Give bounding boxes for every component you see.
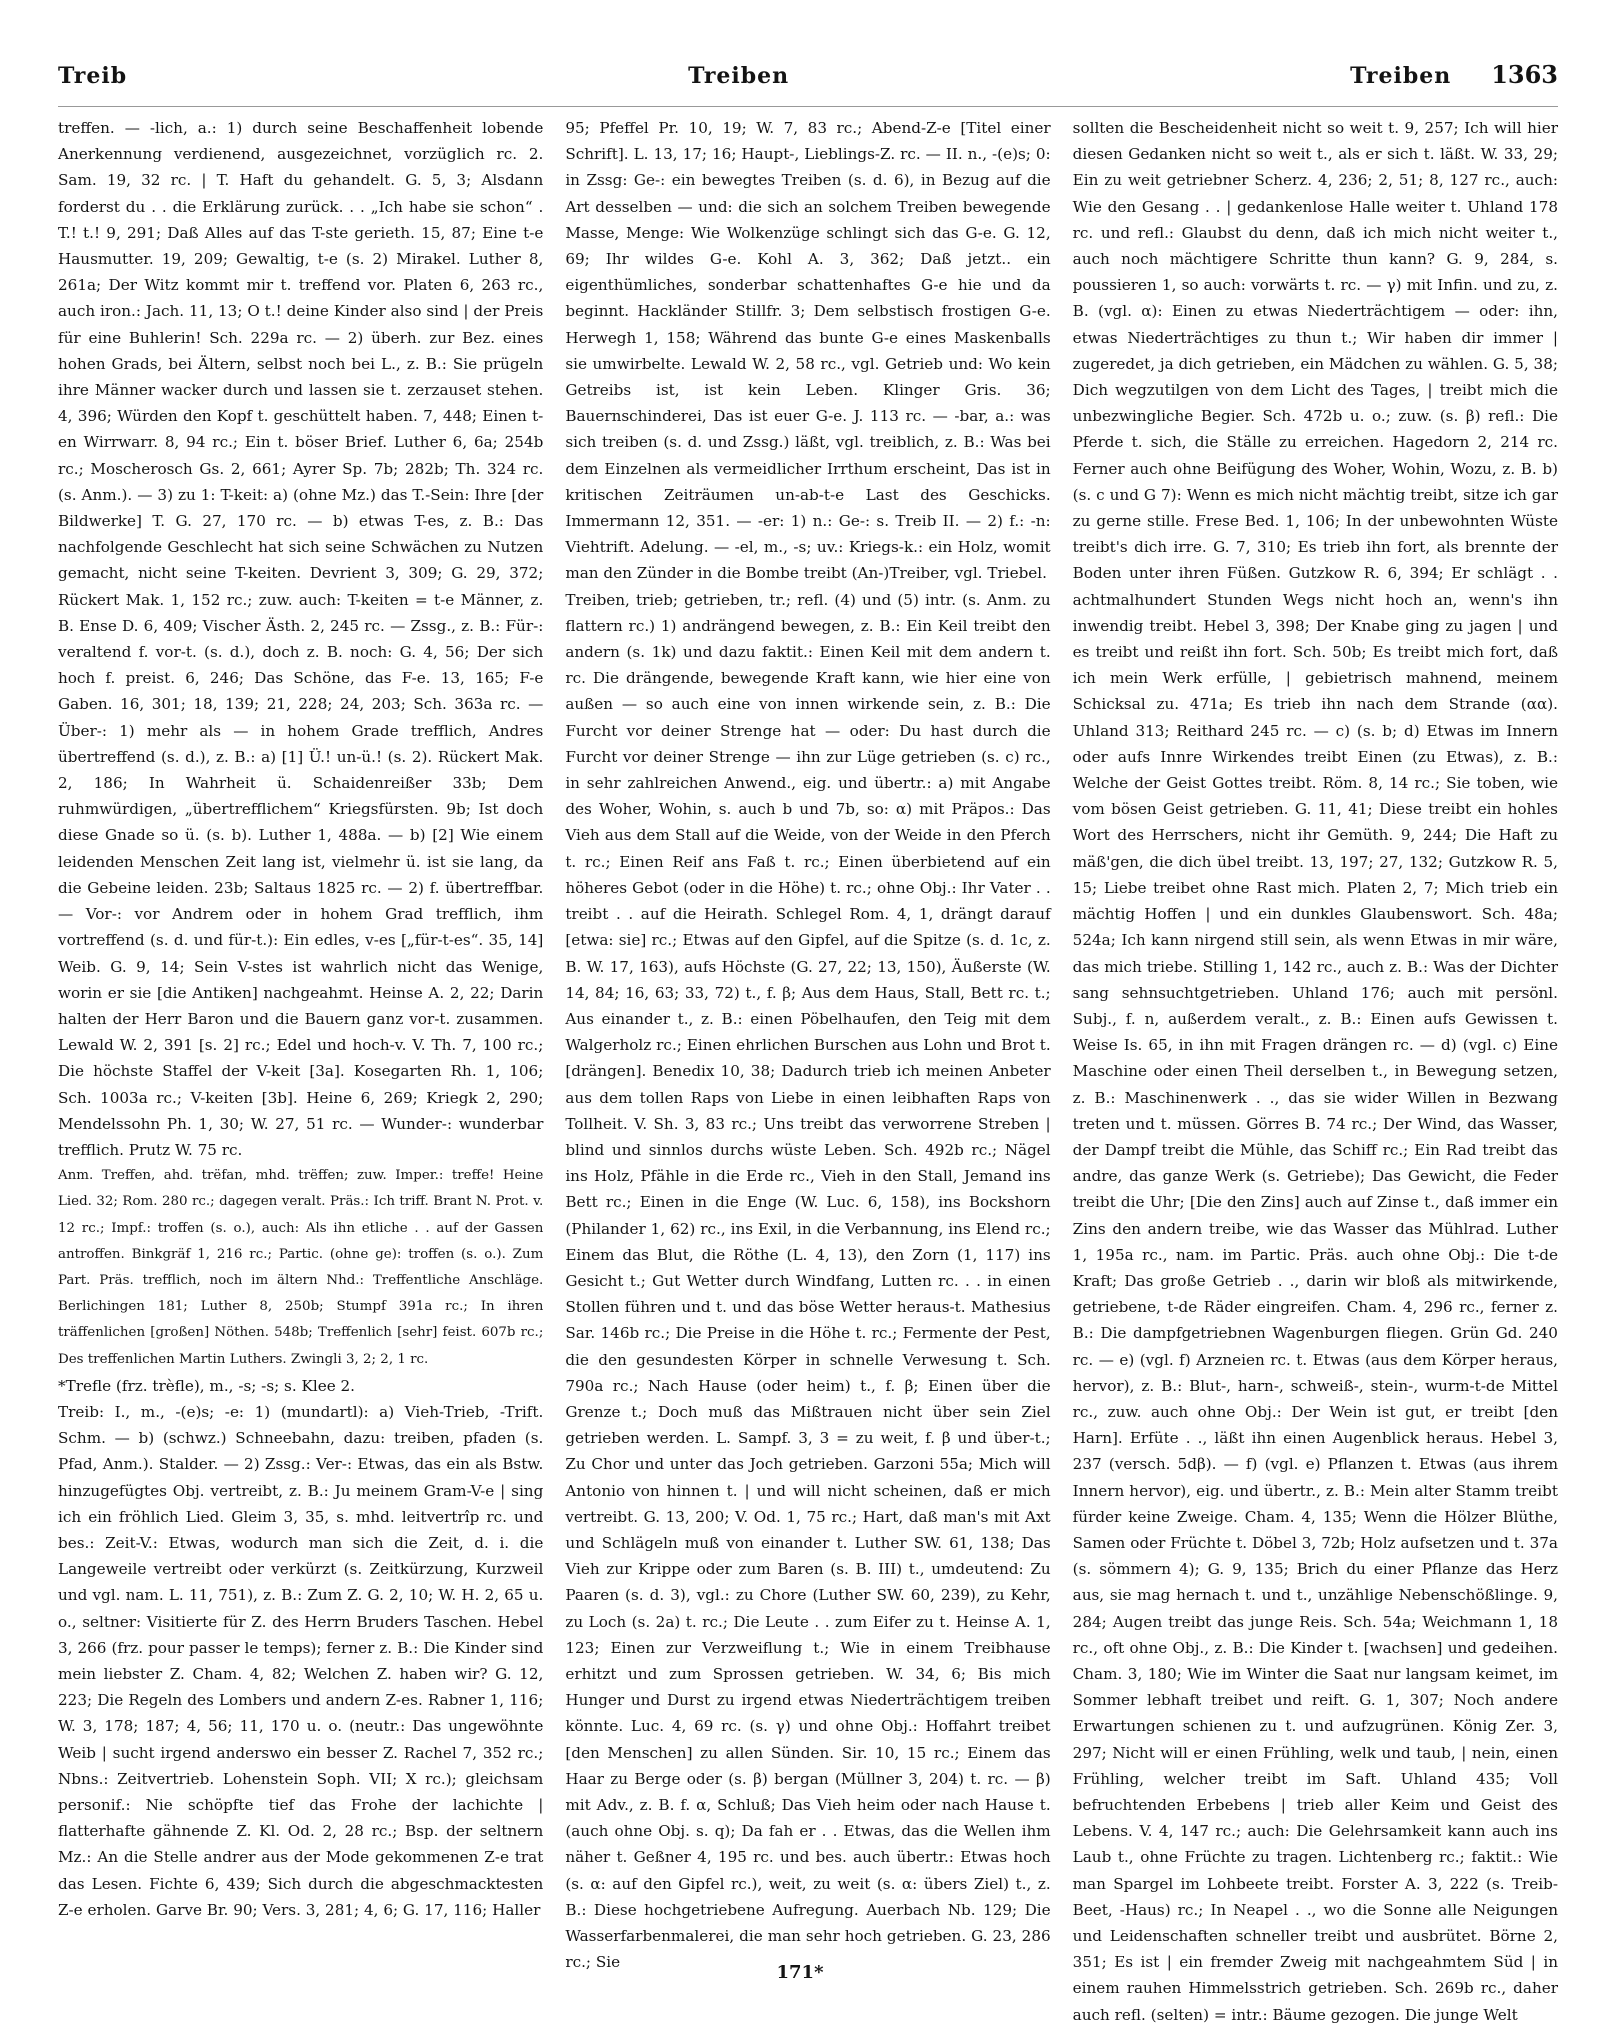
paragraph: sollten die Bescheidenheit nicht so weit t. 9, 257; Ich will hier diesen Gedanken nicht so weit t., als er sich t. läßt. W. 33, 29; Ein zu weit getriebner Scherz. 4, 236; 2, 51; 8, 127 rc., auch: Wie den Gesang . . | gedankenlose Halle weiter t. Uhland 178 rc. und refl.: Glaubst du denn, daß ich mich nicht weiter t., auch noch mächtigere Schritte thun kann? G. 9, 284, s. poussieren 1, so auch: vorwärts t. rc. — γ) mit Infin. und zu, z. B. (vgl. α): Einen zu etwas Niederträchtigem — oder: ihn, etwas Niederträchtiges zu thun t.; Wir haben dir immer | zugeredet, ja dich getrieben, ein Mädchen zu wählen. G. 5, 38; Dich wegzutilgen von dem Licht des Tages, | treibt mich die unbezwingliche Begier. Sch. 472b u. o.; zuw. (s. β) refl.: Die Pferde t. sich, die Ställe zu erreichen. Hagedorn 2, 214 rc. Ferner auch ohne Beifügung des Woher, Wohin, Wozu, z. B. b) (s. c und G 7): Wenn es mich nicht mächtig treibt, sitze ich gar zu gerne stille. Frese Bed. 1, 106; In der unbewohnten Wüste treibt's dich irre. G. 7, 310; Es trieb ihn fort, als brennte der Boden unter ihren Füßen. Gutzkow R. 6, 394; Er schlägt . . achtmalhundert Stunden Wegs nicht hoch an, wenn's ihn inwendig treibt. Hebel 3, 398; Der Knabe ging zu jagen | und es treibt und reißt ihn fort. Sch. 50b; Es treibt mich fort, daß ich mein Werk erfülle, | gebietrisch mahnend, meinem Schicksal zu. 471a; Es trieb ihn nach dem Strande (αα). Uhland 313; Reithard 245 rc. — c) (s. b; d) Etwas im Innern oder aufs Innre Wirkendes treibt Einen (zu Etwas), z. B.: Welche der Geist Gottes treibt. Röm. 8, 14 rc.; Sie toben, wie vom bösen Geist getrieben. G. 11, 41; Diese treibt ein hohles Wort des Herrschers, nicht ihr Gemüth. 9, 244; Die Haft zu mäß'gen, die dich übel treibt. 13, 197; 27, 132; Gutzkow R. 5, 15; Liebe treibet ohne Rast mich. Platen 2, 7; Mich trieb ein mächtig Hoffen | und ein dunkles Glaubenswort. Sch. 48a; 524a; Ich kann nirgend still sein, als wenn Etwas in mir wäre, das mich triebe. Stilling 1, 142 rc., auch z. B.: Was der Dichter sang sehnsuchtgetrieben. Uhland 176; auch mit persönl. Subj., f. n, außerdem veralt., z. B.: Einen aufs Gewissen t. Weise Is. 65, in ihn mit Fragen drängen rc. — d) (vgl. c) Eine Maschine oder einen Theil derselben t., in Bewegung setzen, z. B.: Maschinenwerk . ., das sie wider Willen in Bezwang treten und t. müssen. Görres B. 74 rc.; Der Wind, das Wasser, der Dampf treibt die Mühle, das Schiff rc.; Ein Rad treibt das andre, das ganze Werk (s. Getriebe); Das Gewicht, die Feder treibt die Uhr; [Die den Zins] auch auf Zinse t., daß immer ein Zins den andern treibe, wie das Wasser das Mühlrad. Luther 1, 195a rc., nam. im Partic. Präs. auch ohne Obj.: Die t-de Kraft; Das große Getrieb . ., darin wir bloß als mitwirkende, getriebene, t-de Räder eingreifen. Cham. 4, 296 rc., ferner z. B.: Die dampfgetriebnen Wagenburgen fliegen. Grün Gd. 240 rc. — e) (vgl. f) Arzneien rc. t. Etwas (aus dem Körper heraus, hervor), z. B.: Blut-, harn-, schweiß-, stein-, wurm-t-de Mittel rc., zuw. auch ohne Obj.: Der Wein ist gut, er treibt [den Harn]. Erfüte . ., läßt ihn einen Augenblick heraus. Hebel 3, 237 (versch. 5dβ). — f) (vgl. e) Pflanzen t. Etwas (aus ihrem Innern hervor), eig. und übertr., z. B.: Mein alter Stamm treibt fürder keine Zweige. Cham. 4, 135; Wenn die Hölzer Blüthe, Samen oder Früchte t. Döbel 3, 72b; Holz aufsetzen und t. 37a (s. sömmern 4); G. 9, 135; Brich du einer Pflanze das Herz aus, sie mag hernach t. und t., unzählige Nebenschößlinge. 9, 284; Augen treibt das junge Reis. Sch. 54a; Weichmann 1, 18 rc., oft ohne Obj., z. B.: Die Kinder t. [wachsen] und gedeihen. Cham. 3, 180; Wie im Winter die Saat nur langsam keimet, im Sommer lebhaft treibet und reift. G. 1, 307; Noch andere Erwartungen schienen zu t. und aufzugrünen. König Zer. 3, 297; Nicht will er einen Frühling, welk und taub, | nein, einen Frühling, welcher treibt im Saft. Uhland 435; Voll befruchtenden Erbebens | trieb aller Keim und Geist des Lebens. V. 4, 147 rc.; auch: Die Gelehrsamkeit kann auch ins Laub t., ohne Früchte zu tragen. Lichtenberg rc.; faktit.: Wie man Spargel im Lohbeete treibt. Forster A. 3, 222 (s. Treib-Beet, -Haus) rc.; In Neapel . ., wo die Sonne alle Neigungen und Leidenschaften schneller treibt und ausbrütet. Börne 2, 351; Es ist | ein fremder Zweig mit nachgeahmtem Süd | in einem rauhen Himmelsstrich getrieben. Sch. 269b rc., daher auch refl. (selten) = intr.: Bäume gezogen. Die junge Welt: [1072, 119, 1558, 2024]
paragraph: Treib: I., m., -(e)s; -e: 1) (mundartl): a) Vieh-Trieb, -Trift. Schm. — b) (schwz.) Schneebahn, dazu: treiben, pfaden (s. Pfad, Anm.). Stalder. — 2) Zssg.: Ver-: Etwas, das ein als Bstw. hinzugefügtes Obj. vertreibt, z. B.: Ju meinem Gram-V-e | sing ich ein fröhlich Lied. Gleim 3, 35, s. mhd. leitvertrîp rc. und bes.: Zeit-V.: Etwas, wodurch man sich die Zeit, d. i. die Langeweile vertreibt oder verkürzt (s. Zeitkürzung, Kurzweil und vgl. nam. L. 11, 751), z. B.: Zum Z. G. 2, 10; W. H. 2, 65 u. o., seltner: Visitierte für Z. des Herrn Bruders Taschen. Hebel 3, 266 (frz. pour passer le temps); ferner z. B.: Die Kinder sind mein liebster Z. Cham. 4, 82; Welchen Z. haben wir? G. 12, 223; Die Regeln des Lombers und andern Z-es. Rabner 1, 116; W. 3, 178; 187; 4, 56; 11, 170 u. o. (neutr.: Das ungewöhnte Weib | sucht irgend anderswo ein besser Z. Rachel 7, 352 rc.; Nbns.: Zeitvertrieb. Lohenstein Soph. VII; X rc.); gleichsam personif.: Nie schöpfte tief das Frohe der lachichte | flatterhafte gähnende Z. Kl. Od. 2, 28 rc.; Bsp. der seltnern Mz.: An die Stelle andrer aus der Mode gekommenen Z-e trat das Lesen. Fichte 6, 439; Sich durch die abgeschmacktesten Z-e erholen. Garve Br. 90; Vers. 3, 281; 4, 6; G. 17, 116; Haller: [58, 1402, 544, 1919]
column-middle: [565, 115, 1051, 1972]
column-right: [1072, 115, 1558, 2024]
header-right-group: [1350, 60, 1558, 89]
paragraph: *Trefle (frz. trèfle), m., -s; -s; s. Klee 2.: [58, 1376, 356, 1395]
sheet-signature: 171*: [776, 1962, 824, 1983]
paragraph: Treiben, trieb; getrieben, tr.; refl. (4) und (5) intr. (s. Anm. zu flattern rc.) 1) andrängend bewegen, z. B.: Ein Keil treibt den andern (s. 1k) und dazu faktit.: Einen Keil mit dem andern t. rc. Die drängende, bewegende Kraft kann, wie hier eine von außen — so auch eine von innen wirkende sein, z. B.: Die Furcht vor deiner Strenge hat — oder: Du hast durch die Furcht vor deiner Strenge — ihn zur Lüge getrieben (s. c) rc., in sehr zahlreichen Anwend., eig. und übertr.: a) mit Angabe des Woher, Wohin, s. auch b und 7b, so: α) mit Präpos.: Das Vieh aus dem Stall auf die Weide, von der Weide in den Pferch t. rc.; Einen Reif ans Faß t. rc.; Einen überbietend auf ein höheres Gebot (oder in die Höhe) t. rc.; ohne Obj.: Ihr Vater . . treibt . . auf die Heirath. Schlegel Rom. 4, 1, drängt darauf [etwa: sie] rc.; Etwas auf den Gipfel, auf die Spitze (s. d. 1c, z. B. W. 17, 163), aufs Höchste (G. 27, 22; 13, 150), Äußerste (W. 14, 84; 16, 63; 33, 72) t., f. β; Aus dem Haus, Stall, Bett rc. t.; Aus einander t., z. B.: einen Pöbelhaufen, den Teig mit dem Walgerholz rc.; Einen ehrlichen Burschen aus Lohn und Brot t. [drängen]. Benedix 10, 38; Dadurch trieb ich meinen Anbeter aus dem tollen Raps von Liebe in einen leibhaften Raps von Tollheit. V. Sh. 3, 83 rc.; Uns treibt das verworrene Streben | blind und sinnlos durchs wüste Leben. Sch. 492b rc.; Nägel ins Holz, Pfähle in die Erde rc., Vieh in den Stall, Jemand ins Bett rc.; Einen in die Enge (W. Luc. 6, 158), ins Bockshorn (Philander 1, 62) rc., ins Exil, in die Verbannung, ins Elend rc.; Einem das Blut, die Röthe (L. 4, 13), den Zorn (1, 117) ins Gesicht t.; Gut Wetter durch Windfang, Lutten rc. . . in einen Stollen führen und t. und das böse Wetter heraus-t. Mathesius Sar. 146b rc.; Die Preise in die Höhe t. rc.; Fermente der Pest, die den gesundesten Körper in schnelle Verwesung t. Sch. 790a rc.; Nach Hause (oder heim) t., f. β; Einen über die Grenze t.; Doch muß das Mißtrauen nicht über sein Ziel getrieben werden. L. Sampf. 3, 3 = zu weit, f. β und über-t.; Zu Chor und unter das Joch getrieben. Garzoni 55a; Mich will Antonio von hinnen t. | und will nicht scheinen, daß er mich vertreibt. G. 13, 200; V. Od. 1, 75 rc.; Hart, daß man's mit Axt und Schlägeln muß von einander t. Luther SW. 61, 138; Das Vieh zur Krippe oder zum Baren (s. B. III) t., umdeutend: Zu Paaren (s. d. 3), vgl.: zu Chore (Luther SW. 60, 239), zu Kehr, zu Loch (s. 2a) t. rc.; Die Leute . . zum Eifer zu t. Heinse A. 1, 123; Einen zur Verzweiflung t.; Wie in einem Treibhause erhitzt und zum Sprossen getrieben. W. 34, 6; Bis mich Hunger und Durst zu irgend etwas Niederträchtigem treiben könnte. Luc. 4, 69 rc. (s. γ) und ohne Obj.: Hoffahrt treibet [den Menschen] zu allen Sünden. Sir. 10, 15 rc.; Einem das Haar zu Berge oder (s. β) bergan (Müllner 3, 204) t. rc. — β) mit Adv., z. B. f. α, Schluß; Das Vieh heim oder nach Hause t. (auch ohne Obj. s. q); Da fah er . . Etwas, das die Wellen ihm näher t. Geßner 4, 195 rc. und bes. auch übertr.: Etwas hoch (s. α: auf den Gipfel rc.), weit, zu weit (s. α: übers Ziel) t., z. B.: Diese hochgetriebene Aufregung. Auerbach Nb. 129; Die Wasserfarbenmalerei, die man sehr hoch getrieben. G. 23, 286 rc.; Sie: [565, 590, 1051, 1972]
paragraph: 95; Pfeffel Pr. 10, 19; W. 7, 83 rc.; Abend-Z-e [Titel einer Schrift]. L. 13, 17; 16; Haupt-, Lieblings-Z. rc. — II. n., -(e)s; 0: in Zssg: Ge-: ein bewegtes Treiben (s. d. 6), in Bezug auf die Art desselben — und: die sich an solchem Treiben bewegende Masse, Menge: Wie Wolkenzüge schlingt sich das G-e. G. 12, 69; Ihr wildes G-e. Kohl A. 3, 362; Daß jetzt.. ein eigenthümliches, sonderbar schattenhaftes G-e hie und da beginnt. Hackländer Stillfr. 3; Dem selbstisch frostigen G-e. Herwegh 1, 158; Während das bunte G-e eines Maskenballs sie umwirbelte. Lewald W. 2, 58 rc., vgl. Getrieb und: Wo kein Getreibs ist, ist kein Leben. Klinger Gris. 36; Bauernschinderei, Das ist euer G-e. J. 113 rc. — -bar, a.: was sich treiben (s. d. und Zssg.) läßt, vgl. treiblich, z. B.: Was bei dem Einzelnen als vermeidlicher Irrthum erscheint, Das ist in kritischen Zeiträumen un-ab-t-e Last des Geschicks. Immermann 12, 351. — -er: 1) n.: Ge-: s. Treib II. — 2) f.: -n: Viehtrift. Adelung. — -el, m., -s; uv.: Kriegs-k.: ein Holz, womit man den Zünder in die Bombe treibt (An-)Treiber, vgl. Triebel.: [565, 119, 1051, 583]
paragraph: treffen. — -lich, a.: 1) durch seine Beschaffenheit lobende Anerkennung verdienend, ausgezeichnet, vorzüglich rc. 2. Sam. 19, 32 rc. | T. Haft du gehandelt. G. 5, 3; Alsdann forderst du . . die Erklärung zurück. . . „Ich habe sie schon“ . T.! t.! 9, 291; Daß Alles auf das T-ste gerieth. 15, 87; Eine t-e Hausmutter. 19, 209; Gewaltig, t-e (s. 2) Mirakel. Luther 8, 261a; Der Witz kommt mir t. treffend vor. Platen 6, 263 rc., auch iron.: Jach. 11, 13; O t.! deine Kinder also sind | der Preis für eine Buhlerin! Sch. 229a rc. — 2) überh. zur Bez. eines hohen Grads, bei Ältern, selbst noch bei L., z. B.: Sie prügeln ihre Männer wacker durch und lassen sie t. zerzauset stehen. 4, 396; Würden den Kopf t. geschüttelt haben. 7, 448; Einen t-en Wirrwarr. 8, 94 rc.; Ein t. böser Brief. Luther 6, 6a; 254b rc.; Moscherosch Gs. 2, 661; Ayrer Sp. 7b; 282b; Th. 324 rc. (s. Anm.). — 3) zu 1: T-keit: a) (ohne Mz.) das T.-Sein: Ihre [der Bildwerke] T. G. 27, 170 rc. — b) etwas T-es, z. B.: Das nachfolgende Geschlecht hat sich seine Schwächen zu Nutzen gemacht, nicht seine T-keiten. Devrient 3, 309; G. 29, 372; Rückert Mak. 1, 152 rc.; zuw. auch: T-keiten = t-e Männer, z. B. Ense D. 6, 409; Vischer Ästh. 2, 245 rc. — Zssg., z. B.: Für-: veraltend f. vor-t. (s. d.), doch z. B. noch: G. 4, 56; Der sich hoch f. preist. 6, 246; Das Schöne, das F-e. 13, 165; F-e Gaben. 16, 301; 18, 139; 21, 228; 24, 203; Sch. 363a rc. — Über-: 1) mehr als — in hohem Grade trefflich, Andres übertreffend (s. d.), z. B.: a) [1] Ü.! un-ü.! (s. 2). Rückert Mak. 2, 186; In Wahrheit ü. Schaidenreißer 33b; Dem ruhmwürdigen, „übertrefflichem“ Kriegsfürsten. 9b; Ist doch diese Gnade so ü. (s. b). Luther 1, 488a. — b) [2] Wie einem leidenden Menschen Zeit lang ist, vielmehr ü. ist sie lang, da die Gebeine leiden. 23b; Saltaus 1825 rc. — 2) f. übertreffbar. — Vor-: vor Andrem oder in hohem Grad trefflich, ihm vortreffend (s. d. und für-t.): Ein edles, v-es [„für-t-es“. 35, 14] Weib. G. 9, 14; Sein V-stes ist wahrlich nicht das Wenige, worin er sie [die Antiken] nachgeahmt. Heinse A. 2, 22; Darin halten der Herr Baron und die Bauern ganz vor-t. zusammen. Lewald W. 2, 391 [s. 2] rc.; Edel und hoch-v. V. Th. 7, 100 rc.; Die höchste Staffel der V-keit [3a]. Kosegarten Rh. 1, 106; Sch. 1003a rc.; V-keiten [3b]. Heine 6, 269; Kriegk 2, 290; Mendelssohn Ph. 1, 30; W. 27, 51 rc. — Wunder-: wunderbar trefflich. Prutz W. 75 rc.: [58, 119, 544, 1159]
text-columns: [58, 115, 1558, 2024]
running-header: [58, 60, 1558, 100]
paragraph: Anm. Treffen, ahd. trëfan, mhd. trëffen; zuw. Imper.: treffe! Heine Lied. 32; Rom. 280 rc.; dagegen veralt. Präs.: Ich triff. Brant N. Prot. v. 12 rc.; Impf.: troffen (s. o.), auch: Als ihn etliche . . auf der Gassen antroffen. Binkgräf 1, 216 rc.; Partic. (ohne ge): troffen (s. o.). Zum Part. Präs. trefflich, noch im ältern Nhd.: Treffentliche Anschläge. Berlichingen 181; Luther 8, 250b; Stumpf 391a rc.; In ihren träffenlichen [großen] Nöthen. 548b; Treffenlich [sehr] feist. 607b rc.; Des treffenlichen Martin Luthers. Zwingli 3, 2; 2, 1 rc.: [58, 1168, 544, 1367]
header-right-word: Treiben: [1350, 63, 1452, 89]
page-number: 1363: [1491, 60, 1558, 89]
header-left-word: Treib: [58, 63, 128, 89]
header-center-word: Treiben: [688, 63, 790, 89]
column-left: [58, 115, 543, 1965]
header-rule: [58, 106, 1558, 107]
